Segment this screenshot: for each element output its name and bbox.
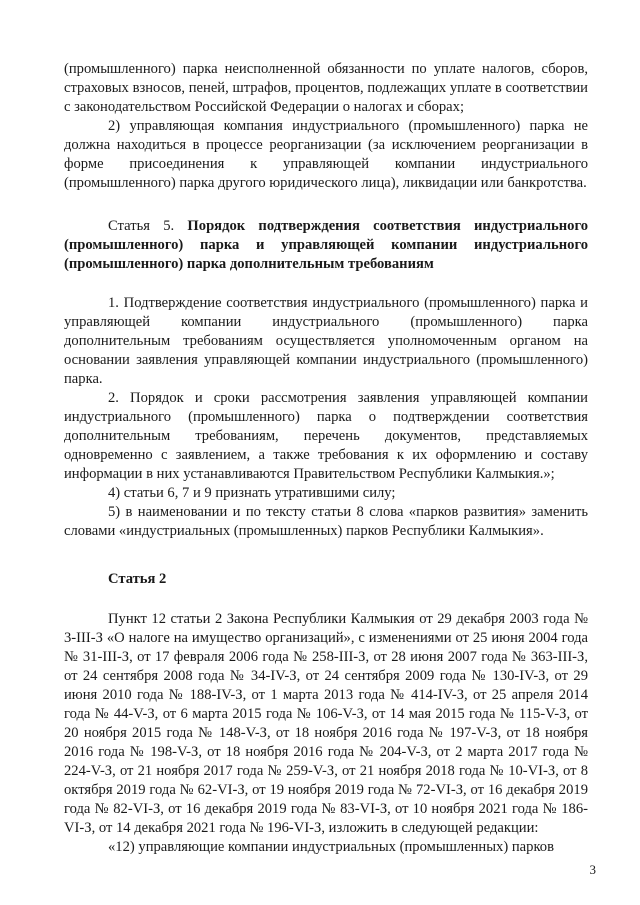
- document-page: [64, 60, 588, 857]
- article-2-paragraph: Пункт 12 статьи 2 Закона Республики Калмыкия от 29 декабря 2003 года № 3-III-З «О налоге на имущество организаций», с изменениями от 25 июня 2004 года № 31-III-З, от 17 февраля 2006 года № 258-III-З, от 28 июня 2007 года № 363-III-З, от 24 сентября 2008 года № 34-IV-З, от 24 сентября 2009 года № 130-IV-З, от 29 июня 2010 года № 188-IV-З, от 1 марта 2013 года № 414-IV-З, от 25 апреля 2014 года № 44-V-З, от 6 марта 2015 года № 106-V-З, от 14 мая 2015 года № 115-V-З, от 20 ноября 2015 года № 148-V-З, от 18 ноября 2016 года № 197-V-З, от 18 ноября 2016 года № 198-V-З, от 18 ноября 2016 года № 204-V-З, от 2 марта 2017 года № 224-V-З, от 21 ноября 2017 года № 259-V-З, от 21 ноября 2018 года № 10-VI-З, от 8 октября 2019 года № 62-VI-З, от 19 ноября 2019 года № 72-VI-З, от 16 декабря 2019 года № 82-VI-З, от 16 декабря 2019 года № 83-VI-З, от 10 ноября 2021 года № 186-VI-З, от 14 декабря 2021 года № 196-VI-З, изложить в следующей редакции:: [64, 611, 588, 836]
- article-5-heading: [64, 217, 588, 274]
- article-5-paragraph-1: 1. Подтверждение соответствия индустриального (промышленного) парка и управляющей компании индустриального (промышленного) парка дополнительным требованиям осуществляется уполномоченным органом на основании заявления управляющей компании индустриального (промышленного) парка.: [64, 295, 588, 387]
- article-5-title: Порядок подтверждения соответствия индустриального (промышленного) парка и управляющей компании индустриального (промышленного) парка дополнительным требованиям: [64, 218, 589, 272]
- article-2-quoted-item: «12) управляющие компании индустриальных (промышленных) парков: [108, 839, 554, 855]
- article-5-prefix: Статья 5.: [108, 218, 188, 234]
- article-2-heading: Статья 2: [108, 571, 167, 587]
- paragraph-item-2: 2) управляющая компания индустриального (промышленного) парка не должна находиться в процессе реорганизации (за исключением реорганизации в форме присоединения к управляющей компании индустриального (промышленного) парка другого юридического лица), ликвидации или банкротства.: [64, 118, 588, 191]
- paragraph-continuation: (промышленного) парка неисполненной обязанности по уплате налогов, сборов, страховых взносов, пеней, штрафов, процентов, подлежащих уплате в соответствии с законодательством Российской Федерации о налогах и сборах;: [64, 61, 588, 115]
- page-number: 3: [589, 862, 596, 877]
- amendment-item-4: 4) статьи 6, 7 и 9 признать утратившими силу;: [108, 485, 396, 501]
- amendment-item-5: 5) в наименовании и по тексту статьи 8 слова «парков развития» заменить словами «индустриальных (промышленных) парков Республики Калмыкия».: [64, 504, 588, 539]
- article-5-paragraph-2: 2. Порядок и сроки рассмотрения заявления управляющей компании индустриального (промышленного) парка о подтверждении соответствия дополнительным требованиям, перечень документов, представляемых одновременно с заявлением, а также требования к их оформлению и составу информации в них устанавливаются Правительством Республики Калмыкия.»;: [64, 390, 588, 482]
